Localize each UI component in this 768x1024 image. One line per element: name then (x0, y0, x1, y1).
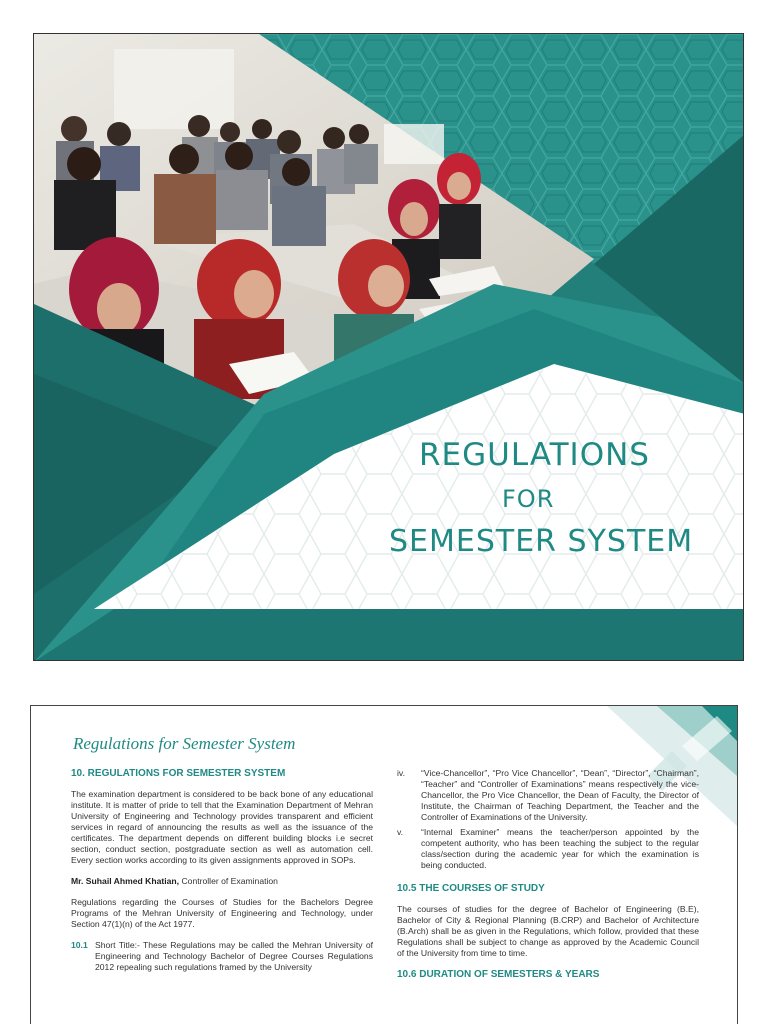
item-text: “Vice-Chancellor”, “Pro Vice Chancellor”, “Dean”, “Director”, “Chairman”, “Teacher” and “Controller of Examinations” means respectively the vice- Chancellor, the Pro Vice Chancellor, the Dean of Faculty, the Director of Institute, the Chairman of Teaching Department, the Teacher and the Controller of Examinations of the University. (421, 768, 699, 822)
section-10-6-title: 10.6 DURATION OF SEMESTERS & YEARS (397, 969, 600, 980)
section-10-title: 10. REGULATIONS FOR SEMESTER SYSTEM (71, 768, 286, 779)
item-10-1 (71, 940, 373, 973)
signatory (71, 876, 373, 887)
item-text: “Internal Examiner” means the teacher/person appointed by the competent authority, who has been teaching the subject to the regular class/section during the academic year for which the examination is being conducted. (421, 827, 699, 870)
cover-title-for: FOR (502, 485, 555, 513)
item-iv (397, 768, 699, 823)
item-text: Short Title:- These Regulations may be called the Mehran University of Engineering and Technology Bachelor of Degree Courses Regulations 2012 repealing such regulations framed by the University (95, 940, 373, 972)
section-10-5-text: The courses of studies for the degree of Bachelor of Engineering (B.E), Bachelor of City & Regional Planning (B.CRP) and Bachelor of Architecture (B.Arch) shall be as given in the Regulations, which follow, provided that these Regulations shall be subject to change as approved by the Academic Council of the University from time to time. (397, 904, 699, 958)
signatory-name: Mr. Suhail Ahmed Khatian, (71, 876, 180, 886)
cover-title-semester-system: SEMESTER SYSTEM (389, 524, 694, 559)
intro-paragraph: The examination department is considered to be back bone of any educational institute. It is matter of pride to tell that the Examination Department of Mehran University of Engineering and Technology provides transparent and efficient services in regard of announcing the results as well as the issuance of the certificates. The department depends on different building blocks i.e secret section, conduct section, postgraduate section as well as automation cell. Every section works according to its given assignments approved in SOPs. (71, 789, 373, 865)
section-10-5-title: 10.5 THE COURSES OF STUDY (397, 883, 545, 894)
cover-artwork (34, 34, 744, 661)
left-column (71, 768, 373, 977)
item-number: iv. (397, 768, 405, 778)
document-page (30, 705, 738, 1024)
item-v (397, 827, 699, 871)
cover-page (33, 33, 744, 661)
item-number: 10.1 (71, 940, 88, 950)
regulations-intro: Regulations regarding the Courses of Studies for the Bachelors Degree Programs of the Mehran University of Engineering and Technology, under Section 47(1)(n) of the Act 1977. (71, 897, 373, 929)
item-number: v. (397, 827, 404, 837)
right-column (397, 768, 699, 990)
signatory-title: Controller of Examination (181, 876, 278, 886)
cover-title-regulations: REGULATIONS (419, 437, 650, 473)
document-heading: Regulations for Semester System (73, 734, 296, 753)
